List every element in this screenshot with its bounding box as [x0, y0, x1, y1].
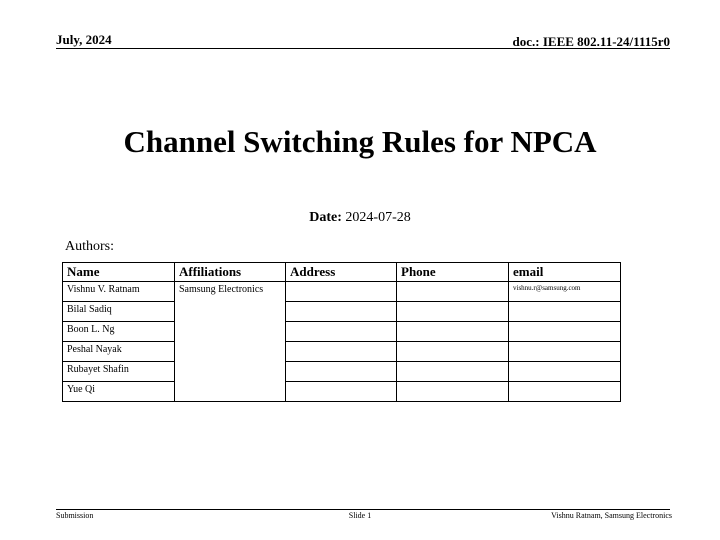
author-name: Vishnu V. Ratnam: [63, 282, 175, 302]
footer-author: Vishnu Ratnam, Samsung Electronics: [551, 511, 672, 520]
table-header-row: [63, 263, 621, 282]
author-phone: [397, 302, 509, 322]
author-phone: [397, 282, 509, 302]
author-address: [286, 282, 397, 302]
header-affiliations: Affiliations: [175, 263, 286, 282]
author-email: [509, 362, 621, 382]
date-label: Date:: [309, 210, 342, 225]
author-email: [509, 382, 621, 402]
table-row: [63, 322, 621, 342]
header-address: Address: [286, 263, 397, 282]
author-phone: [397, 382, 509, 402]
footer-submission: Submission: [56, 511, 94, 520]
author-email: [509, 342, 621, 362]
slide-title: Channel Switching Rules for NPCA: [123, 124, 597, 159]
date-line: [0, 210, 720, 226]
header-name: Name: [63, 263, 175, 282]
author-address: [286, 302, 397, 322]
authors-label: Authors:: [65, 239, 114, 254]
author-affiliation: Samsung Electronics: [175, 282, 286, 402]
author-address: [286, 362, 397, 382]
header-date: July, 2024: [56, 32, 112, 47]
table-row: [63, 302, 621, 322]
author-phone: [397, 342, 509, 362]
authors-table: [62, 262, 621, 402]
author-phone: [397, 322, 509, 342]
header-rule: [56, 48, 670, 49]
author-name: Bilal Sadiq: [63, 302, 175, 322]
header-email: email: [509, 263, 621, 282]
author-name: Yue Qi: [63, 382, 175, 402]
footer-slide-number: Slide 1: [348, 511, 372, 520]
date-value: 2024-07-28: [345, 210, 411, 225]
author-name: Rubayet Shafin: [63, 362, 175, 382]
table-row: [63, 342, 621, 362]
table-row: [63, 282, 621, 302]
footer-rule: [56, 509, 670, 510]
header-doc-id: doc.: IEEE 802.11-24/1115r0: [512, 34, 670, 49]
author-address: [286, 382, 397, 402]
author-address: [286, 322, 397, 342]
header-phone: Phone: [397, 263, 509, 282]
author-phone: [397, 362, 509, 382]
author-email: [509, 302, 621, 322]
table-row: [63, 362, 621, 382]
author-name: Peshal Nayak: [63, 342, 175, 362]
table-row: [63, 382, 621, 402]
author-address: [286, 342, 397, 362]
author-email: [509, 322, 621, 342]
author-name: Boon L. Ng: [63, 322, 175, 342]
author-email: vishnu.r@samsung.com: [509, 282, 621, 302]
